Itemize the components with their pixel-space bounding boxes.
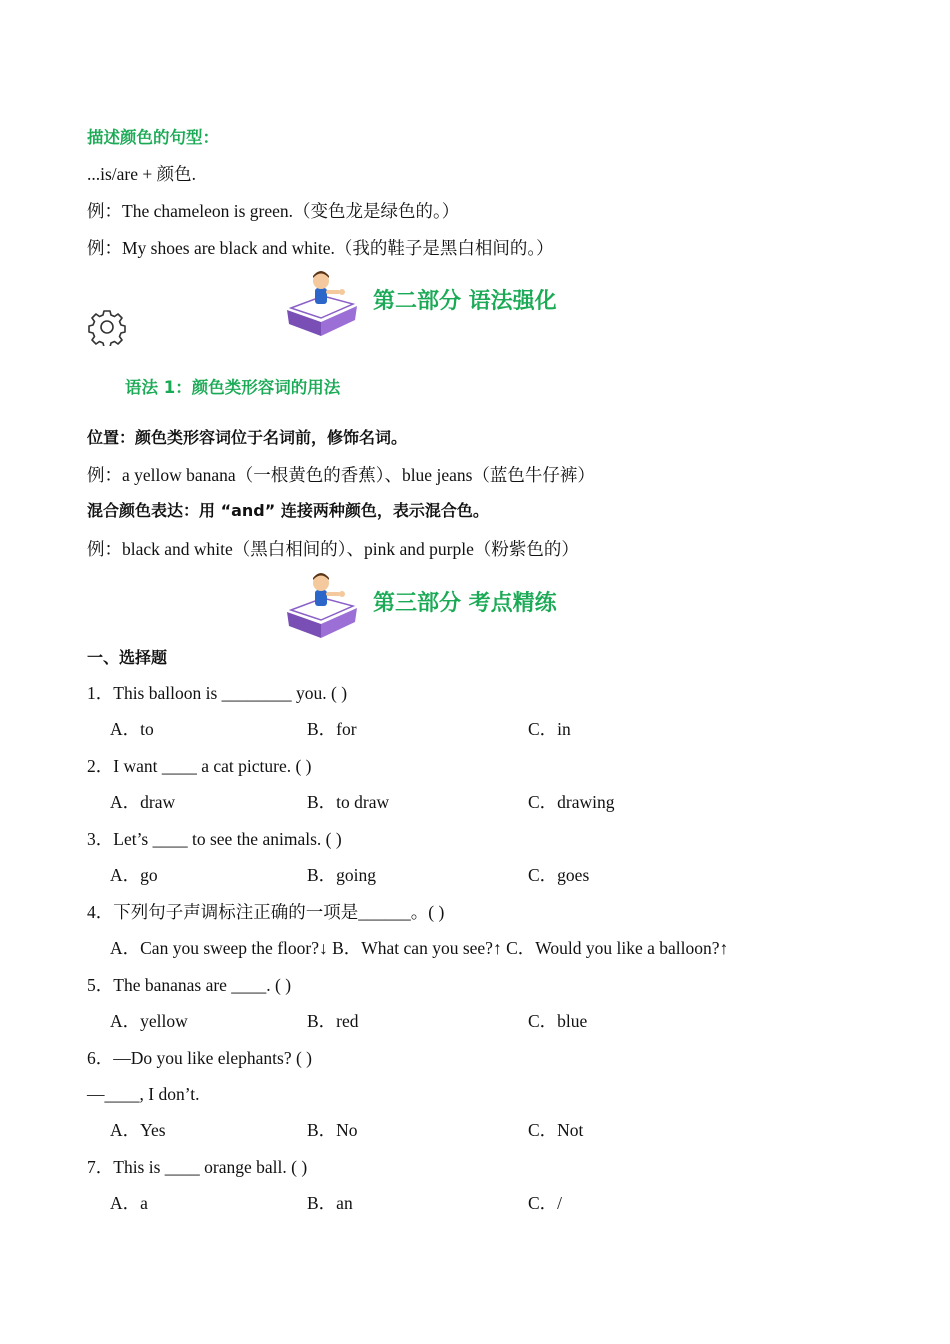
question-6: 6．—Do you like elephants? ( ): [87, 1048, 313, 1068]
question-4: 4．下列句子声调标注正确的一项是______。( ): [87, 902, 445, 922]
question-3: 3．Let’s ____ to see the animals. ( ): [87, 829, 342, 849]
question-7: 7．This is ____ orange ball. ( ): [87, 1157, 308, 1177]
q6-option-c: C．Not: [528, 1120, 584, 1140]
mix-example: 例：black and white（黑白相间的）、pink and purple（粉紫色的）: [87, 539, 579, 559]
example-chameleon: 例：The chameleon is green.（变色龙是绿色的。）: [87, 201, 460, 221]
q7-option-b: B．an: [307, 1193, 353, 1213]
boy-reading-book-icon: [283, 270, 363, 338]
q2-option-a: A．draw: [110, 792, 176, 812]
question-6-reply: —____, I don’t.: [87, 1084, 200, 1104]
part3-banner: [283, 572, 613, 640]
boy-reading-book-icon: [283, 572, 363, 640]
q5-option-a: A．yellow: [110, 1011, 188, 1031]
q6-option-b: B．No: [307, 1120, 358, 1140]
q5-option-c: C．blue: [528, 1011, 588, 1031]
q7-option-c: C．/: [528, 1193, 563, 1213]
q3-option-b: B．going: [307, 865, 377, 885]
q2-option-b: B．to draw: [307, 792, 390, 812]
sentence-pattern: ...is/are + 颜色.: [87, 164, 197, 184]
q4-options: A．Can you sweep the floor?↓ B．What can you see?↑ C．Would you like a balloon?↑: [110, 938, 729, 958]
question-2: 2．I want ____ a cat picture. ( ): [87, 756, 312, 776]
position-example: 例：a yellow banana（一根黄色的香蕉）、blue jeans（蓝色牛仔裤）: [87, 465, 595, 485]
part3-title: 第三部分 考点精练: [373, 591, 557, 616]
q1-option-c: C．in: [528, 719, 571, 739]
q6-option-a: A．Yes: [110, 1120, 166, 1140]
q3-option-a: A．go: [110, 865, 158, 885]
q2-option-c: C．drawing: [528, 792, 615, 812]
q1-option-b: B．for: [307, 719, 357, 739]
q5-option-b: B．red: [307, 1011, 359, 1031]
mix-rule: 混合颜色表达：用 “and” 连接两种颜色，表示混合色。: [87, 501, 489, 520]
q1-option-a: A．to: [110, 719, 154, 739]
sentence-pattern-heading: 描述颜色的句型：: [87, 128, 219, 147]
example-shoes: 例：My shoes are black and white.（我的鞋子是黑白相间的。）: [87, 238, 554, 258]
section-title: 一、选择题: [87, 648, 168, 667]
question-1: 1．This balloon is ________ you. ( ): [87, 683, 348, 703]
question-5: 5．The bananas are ____. ( ): [87, 975, 292, 995]
grammar-1-title: 语法 1：颜色类形容词的用法: [125, 378, 341, 397]
part2-banner: [283, 270, 613, 338]
part2-title: 第二部分 语法强化: [373, 289, 557, 314]
gear-icon: [88, 308, 126, 346]
q7-option-a: A．a: [110, 1193, 148, 1213]
position-rule: 位置：颜色类形容词位于名词前，修饰名词。: [87, 428, 408, 447]
q3-option-c: C．goes: [528, 865, 590, 885]
